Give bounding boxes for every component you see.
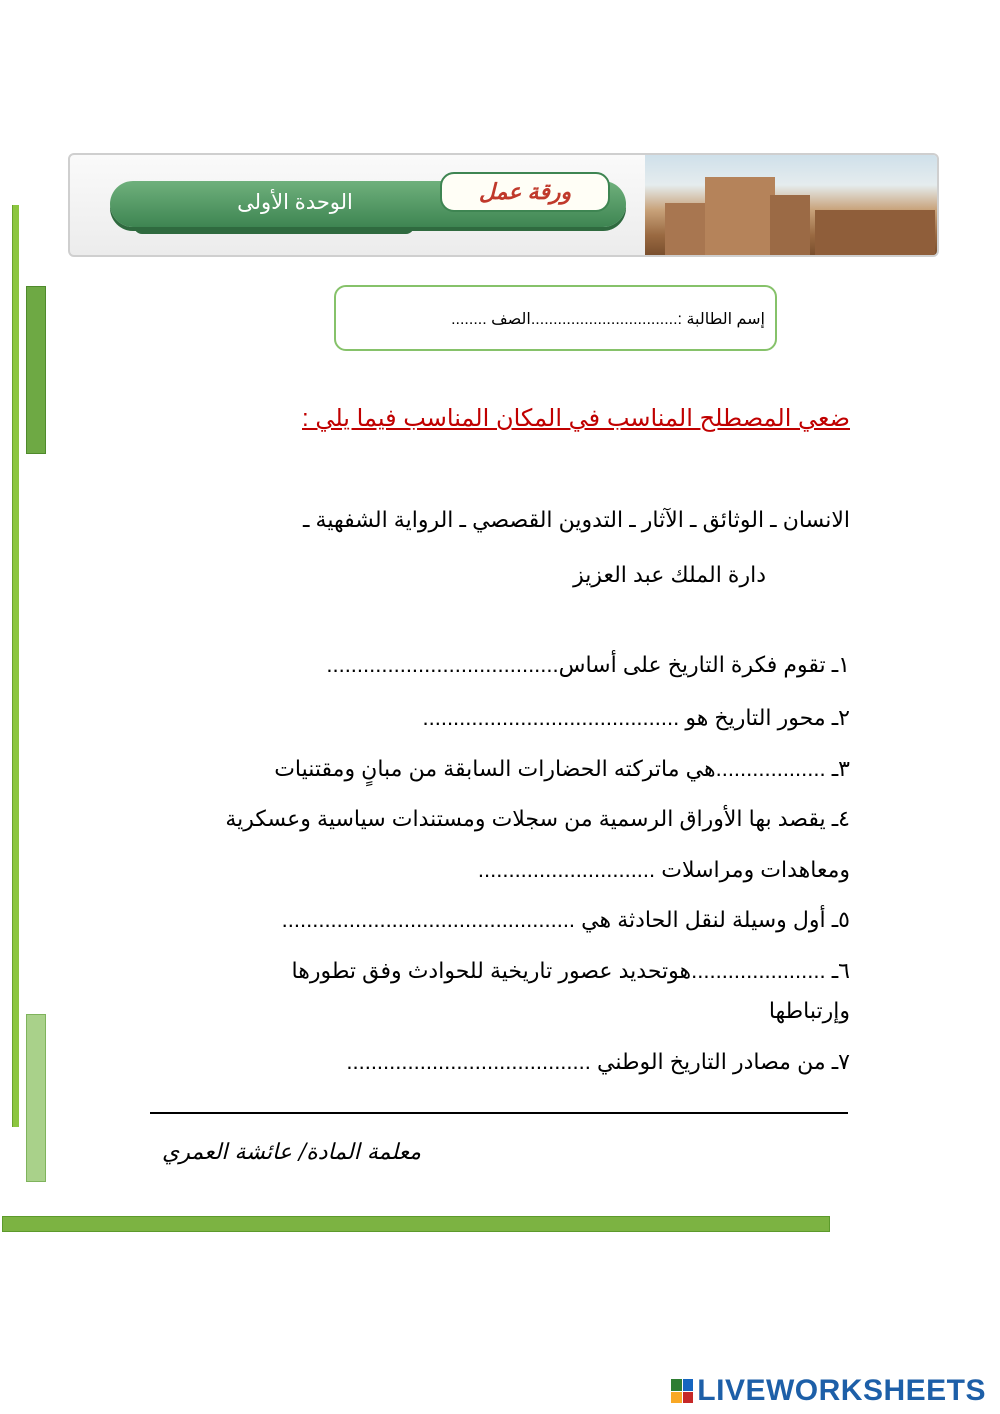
terms-line-1: الانسان ـ الوثائق ـ الآثار ـ التدوين القصصي ـ الرواية الشفهية ـ xyxy=(302,507,850,532)
question-4-line-1: ٤ـ يقصد بها الأوراق الرسمية من سجلات ومستندات سياسية وعسكرية xyxy=(225,806,850,831)
liveworksheets-logo-text: LIVEWORKSHEETS xyxy=(697,1374,986,1407)
left-accent-bar-top xyxy=(26,286,46,454)
question-5[interactable]: ٥ـ أول وسيلة لنقل الحادثة هي ................................................ xyxy=(281,907,850,932)
question-7[interactable]: ٧ـ من مصادر التاريخ الوطني ........................................ xyxy=(346,1049,850,1074)
worksheet-tag xyxy=(440,172,610,212)
question-6-line-1[interactable]: ٦ـ ......................هوتحديد عصور تاريخية للحوادث وفق تطورها xyxy=(291,958,850,983)
question-6-line-2: وإرتباطها xyxy=(768,998,850,1023)
instruction-heading: ضعي المصطلح المناسب في المكان المناسب فيما يلي : xyxy=(302,405,850,432)
question-3[interactable]: ٣ـ ..................هي ماتركته الحضارات السابقة من مبانٍ ومقتنيات xyxy=(274,756,850,781)
unit-title: الوحدة الأولى xyxy=(237,191,353,214)
liveworksheets-logo-icon xyxy=(671,1379,693,1403)
question-2[interactable]: ٢ـ محور التاريخ هو .......................................... xyxy=(422,705,850,730)
question-1[interactable]: ١ـ تقوم فكرة التاريخ على أساس...................................... xyxy=(326,652,850,677)
divider-line xyxy=(150,1112,848,1114)
worksheet-tag-label: ورقة عمل xyxy=(478,179,572,204)
left-accent-bar-bottom xyxy=(26,1014,46,1182)
liveworksheets-logo xyxy=(671,1374,986,1408)
mud-ruins-photo xyxy=(645,155,937,255)
left-border-line xyxy=(12,205,19,1127)
bottom-accent-bar xyxy=(2,1216,830,1232)
teacher-signature: معلمة المادة/ عائشة العمري xyxy=(162,1140,422,1165)
student-name-class-line[interactable]: إسم الطالبة :.................................الصف ........ xyxy=(451,311,765,328)
terms-line-2: دارة الملك عبد العزيز xyxy=(573,562,766,587)
student-info-box xyxy=(334,285,777,351)
question-4-line-2[interactable]: ومعاهدات ومراسلات ............................. xyxy=(477,857,850,882)
